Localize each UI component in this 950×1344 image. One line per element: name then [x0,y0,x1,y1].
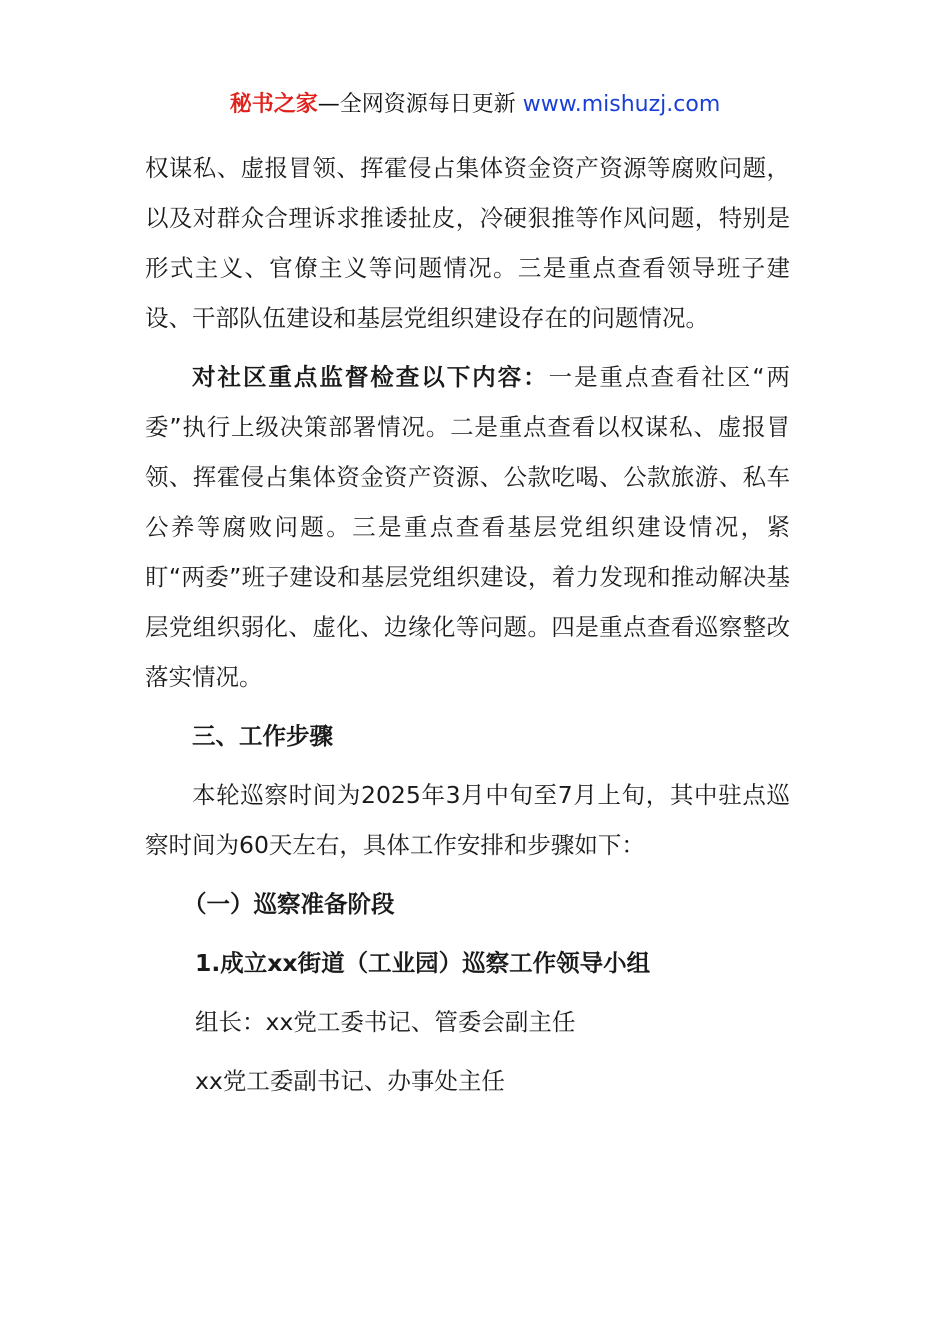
paragraph-body: 一是重点查看社区“两委”执行上级决策部署情况。二是重点查看以权谋私、虚报冒领、挥霍侵占集体资金资产资源、公款吃喝、公款旅游、私车公养等腐败问题。三是重点查看基层党组织建设情况，紧盯“两委”班子建设和基层党组织建设，着力发现和推动解决基层党组织弱化、虚化、边缘化等问题。四是重点查看巡察整改落实情况。 [145,363,790,691]
brand-name: 秘书之家 [229,92,318,117]
site-header [0,88,950,122]
paragraph-lead: 对社区重点监督检查以下内容： [192,363,549,391]
paragraph-community-supervision [145,352,790,702]
subsection-heading-preparation: （一）巡察准备阶段 [183,890,395,918]
site-url[interactable]: www.mishuzj.com [515,92,721,117]
section-heading-work-steps: 三、工作步骤 [192,722,333,750]
paragraph-1: 权谋私、虚报冒领、挥霍侵占集体资金资产资源等腐败问题，以及对群众合理诉求推诿扯皮，冷硬狠推等作风问题，特别是形式主义、官僚主义等问题情况。三是重点查看领导班子建设、干部队伍建设和基层党组织建设存在的问题情况。 [145,154,790,332]
document-body [145,143,790,1106]
item-heading-leading-group: 1.成立xx街道（工业园）巡察工作领导小组 [195,949,651,977]
paragraph-schedule: 本轮巡察时间为2025年3月中旬至7月上旬，其中驻点巡察时间为60天左右，具体工作安排和步骤如下： [145,781,790,859]
header-slogan: —全网资源每日更新 [317,92,516,117]
paragraph-deputy: xx党工委副书记、办事处主任 [195,1067,505,1095]
paragraph-group-leader: 组长：xx党工委书记、管委会副主任 [195,1008,576,1036]
